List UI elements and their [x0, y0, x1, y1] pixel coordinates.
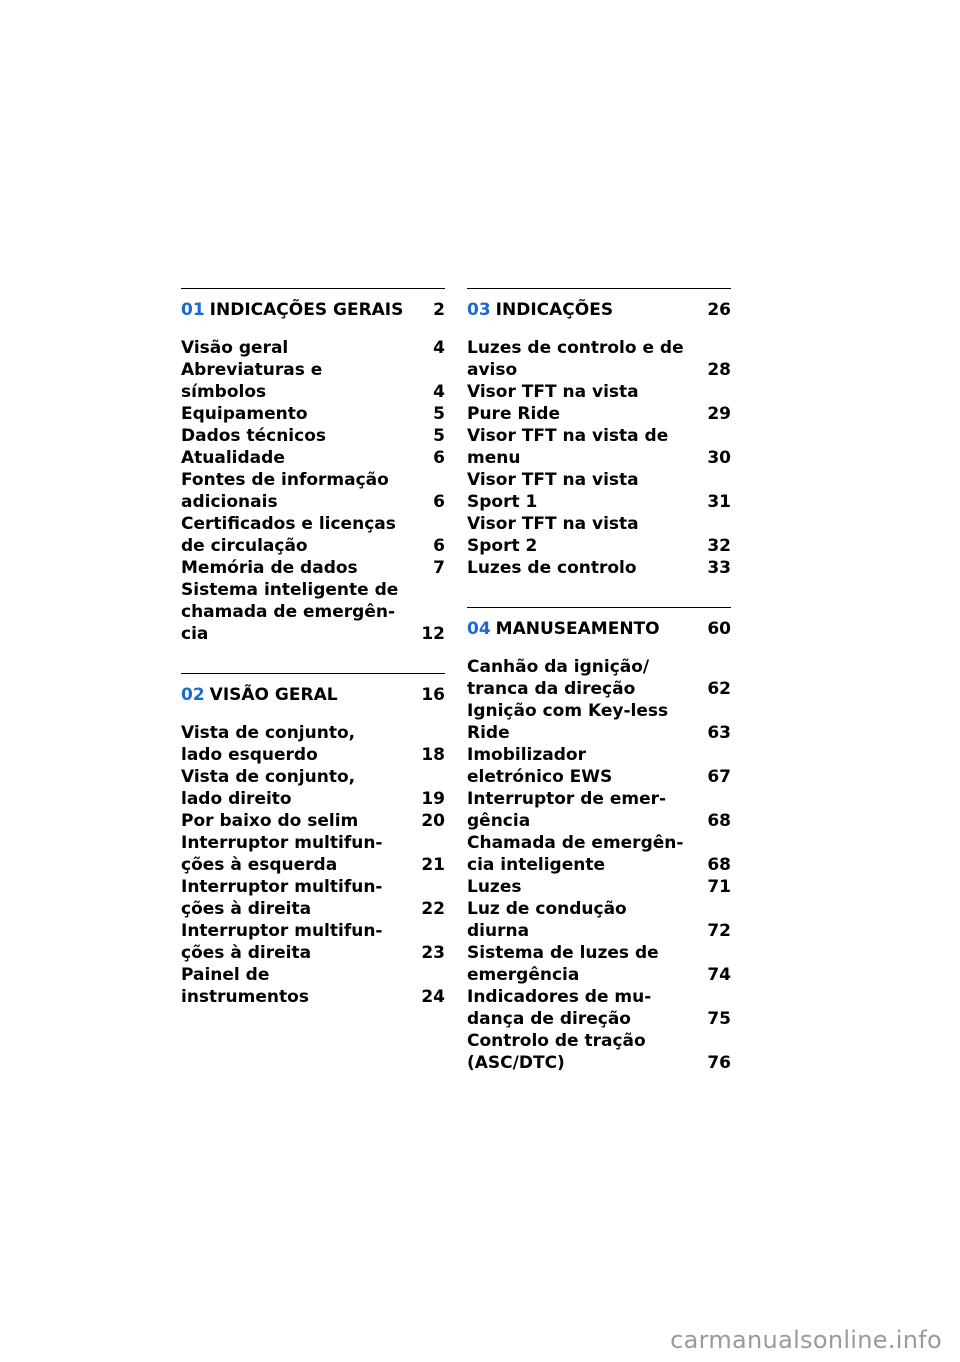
toc-entry[interactable]	[181, 579, 445, 645]
entry-page: 23	[421, 943, 445, 963]
toc-entry[interactable]	[181, 403, 445, 425]
entry-title: Indicadores de mu-dança de direção	[467, 987, 652, 1029]
toc-section-01	[181, 288, 445, 645]
entry-page: 68	[707, 855, 731, 875]
entry-title: Abreviaturas e símbolos	[181, 360, 323, 402]
toc-entry[interactable]	[181, 766, 445, 810]
entry-page: 18	[421, 745, 445, 765]
entry-page: 6	[433, 536, 445, 556]
entry-page: 12	[421, 624, 445, 644]
entry-page: 4	[433, 338, 445, 358]
toc-section-02	[181, 673, 445, 1008]
toc-entry[interactable]	[181, 557, 445, 579]
toc-entry[interactable]	[181, 359, 445, 403]
entry-page: 32	[707, 536, 731, 556]
entry-page: 74	[707, 965, 731, 985]
entry-title: Sistema de luzes de emergência	[467, 943, 659, 985]
entry-title: Atualidade	[181, 448, 285, 468]
entry-title: Controlo de tração (ASC/DTC)	[467, 1031, 646, 1073]
toc-entries	[181, 337, 445, 645]
entry-page: 5	[433, 404, 445, 424]
toc-entry[interactable]	[181, 920, 445, 964]
section-page: 16	[421, 685, 445, 705]
toc-entry[interactable]	[467, 876, 731, 898]
entry-page: 22	[421, 899, 445, 919]
toc-entry[interactable]	[181, 832, 445, 876]
section-number: 03	[467, 300, 491, 320]
entry-title: Visor TFT na vista de menu	[467, 426, 669, 468]
section-title: MANUSEAMENTO	[495, 619, 660, 639]
toc-entry[interactable]	[467, 513, 731, 557]
section-page: 60	[707, 619, 731, 639]
entry-page: 28	[707, 360, 731, 380]
entry-title: Imobilizador eletrónico EWS	[467, 745, 613, 787]
toc-section-04	[467, 607, 731, 1074]
entry-page: 75	[707, 1009, 731, 1029]
entry-title: Visão geral	[181, 338, 289, 358]
entry-page: 20	[421, 811, 445, 831]
section-header	[467, 612, 731, 640]
toc-entry[interactable]	[467, 942, 731, 986]
toc-entry[interactable]	[467, 557, 731, 579]
entry-title: Memória de dados	[181, 558, 358, 578]
entry-title: Visor TFT na vista Sport 2	[467, 514, 639, 556]
entry-title: Vista de conjunto, lado esquerdo	[181, 723, 356, 765]
entry-page: 33	[707, 558, 731, 578]
toc-entry[interactable]	[181, 469, 445, 513]
section-header	[467, 293, 731, 321]
toc-entry[interactable]	[181, 722, 445, 766]
section-number: 02	[181, 685, 205, 705]
toc-entry[interactable]	[467, 700, 731, 744]
entry-page: 68	[707, 811, 731, 831]
toc-entry[interactable]	[467, 898, 731, 942]
toc-column-left	[181, 288, 445, 1036]
section-title: INDICAÇÕES GERAIS	[209, 300, 404, 320]
entry-page: 71	[707, 877, 731, 897]
entry-title: Vista de conjunto, lado direito	[181, 767, 356, 809]
toc-entry[interactable]	[181, 425, 445, 447]
entry-title: Luzes de controlo	[467, 558, 637, 578]
entry-page: 67	[707, 767, 731, 787]
entry-title: Interruptor multifun-ções à esquerda	[181, 833, 383, 875]
entry-page: 62	[707, 679, 731, 699]
entry-title: Painel de instrumentos	[181, 965, 309, 1007]
entry-title: Equipamento	[181, 404, 308, 424]
entry-title: Por baixo do selim	[181, 811, 359, 831]
toc-entry[interactable]	[467, 381, 731, 425]
toc-entry[interactable]	[467, 469, 731, 513]
section-header	[181, 678, 445, 706]
entry-title: Interruptor multifun-ções à direita	[181, 877, 383, 919]
entry-page: 19	[421, 789, 445, 809]
section-number: 04	[467, 619, 491, 639]
section-page: 2	[433, 300, 445, 320]
entry-page: 29	[707, 404, 731, 424]
entry-title: Visor TFT na vista Pure Ride	[467, 382, 639, 424]
entry-page: 4	[433, 382, 445, 402]
entry-title: Fontes de informação adicionais	[181, 470, 389, 512]
entry-page: 30	[707, 448, 731, 468]
section-title: INDICAÇÕES	[495, 300, 614, 320]
entry-title: Certificados e licenças de circulação	[181, 514, 396, 556]
entry-page: 21	[421, 855, 445, 875]
watermark-text: carmanualsonline.info	[670, 1326, 942, 1354]
entry-page: 7	[433, 558, 445, 578]
toc-entry[interactable]	[467, 1030, 731, 1074]
toc-entry[interactable]	[467, 788, 731, 832]
entry-page: 5	[433, 426, 445, 446]
entry-title: Luzes de controlo e de aviso	[467, 338, 684, 380]
entry-title: Ignição com Key-less Ride	[467, 701, 669, 743]
section-title: VISÃO GERAL	[209, 685, 338, 705]
toc-column-right	[467, 288, 731, 1102]
entry-page: 6	[433, 448, 445, 468]
toc-entry[interactable]	[181, 810, 445, 832]
entry-title: Chamada de emergên-cia inteligente	[467, 833, 684, 875]
entry-title: Sistema inteligente de chamada de emergên-cia	[181, 580, 399, 644]
section-header	[181, 293, 445, 321]
toc-entry[interactable]	[181, 513, 445, 557]
entry-title: Interruptor multifun-ções à direita	[181, 921, 383, 963]
entry-page: 76	[707, 1053, 731, 1073]
entry-page: 72	[707, 921, 731, 941]
toc-section-03	[467, 288, 731, 579]
entry-title: Luz de condução diurna	[467, 899, 627, 941]
entry-page: 31	[707, 492, 731, 512]
toc-entry[interactable]	[467, 832, 731, 876]
toc-entry[interactable]	[467, 425, 731, 469]
toc-entries	[467, 337, 731, 579]
toc-entry[interactable]	[181, 964, 445, 1008]
toc-entry[interactable]	[467, 656, 731, 700]
entry-title: Dados técnicos	[181, 426, 327, 446]
entry-page: 6	[433, 492, 445, 512]
section-page: 26	[707, 300, 731, 320]
section-number: 01	[181, 300, 205, 320]
entry-title: Visor TFT na vista Sport 1	[467, 470, 639, 512]
entry-title: Luzes	[467, 877, 522, 897]
entry-title: Interruptor de emer-gência	[467, 789, 667, 831]
toc-entry[interactable]	[467, 337, 731, 381]
toc-entry[interactable]	[181, 337, 445, 359]
toc-entry[interactable]	[467, 986, 731, 1030]
toc-entries	[467, 656, 731, 1074]
entry-page: 63	[707, 723, 731, 743]
entry-title: Canhão da ignição/ tranca da direção	[467, 657, 650, 699]
toc-entry[interactable]	[181, 447, 445, 469]
toc-entry[interactable]	[181, 876, 445, 920]
toc-entries	[181, 722, 445, 1008]
toc-entry[interactable]	[467, 744, 731, 788]
entry-page: 24	[421, 987, 445, 1007]
